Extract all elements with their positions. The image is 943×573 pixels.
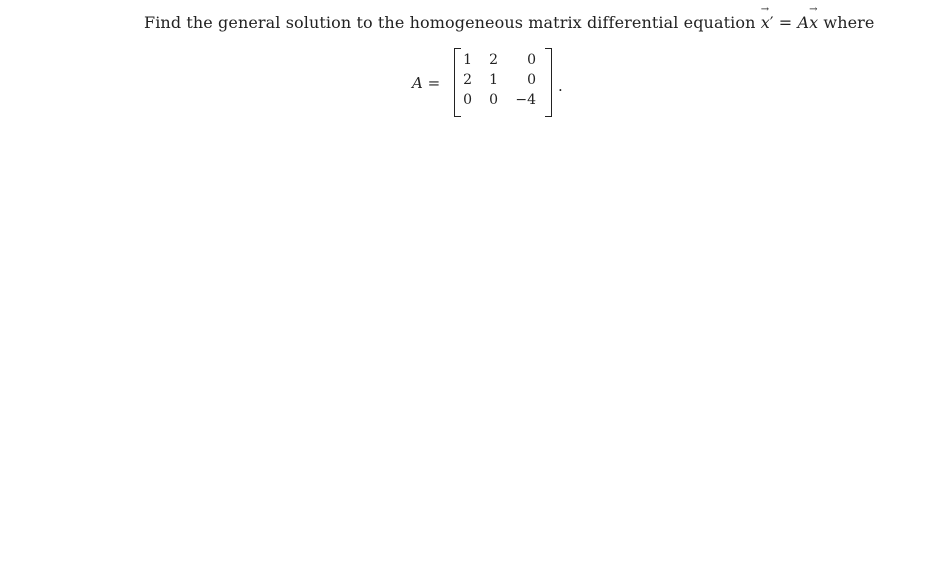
statement-suffix: where (823, 13, 875, 32)
problem-statement (144, 13, 875, 32)
matrix-cell: −4 (515, 92, 536, 108)
matrix-cell: 1 (489, 72, 498, 88)
right-bracket (545, 48, 552, 117)
matrix-cell: 0 (489, 92, 498, 108)
matrix-cell: 2 (489, 52, 498, 68)
matrix-a-symbol: A (797, 13, 810, 32)
equals-sign: = (778, 13, 793, 32)
matrix-cell: 0 (463, 92, 472, 108)
prime-mark: ′ (769, 13, 774, 32)
x-vector-rhs: → x (809, 13, 818, 32)
matrix-cell: 2 (463, 72, 472, 88)
matrix-lhs: A = (412, 74, 441, 92)
matrix-cell: 1 (463, 52, 472, 68)
matrix-a (454, 48, 552, 116)
x-vector: → x (761, 13, 770, 32)
matrix-cell: 0 (527, 72, 536, 88)
equation-terminator: . (558, 77, 563, 95)
statement-prefix: Find the general solution to the homogeneous matrix differential equation (144, 13, 756, 32)
matrix-cell: 0 (527, 52, 536, 68)
